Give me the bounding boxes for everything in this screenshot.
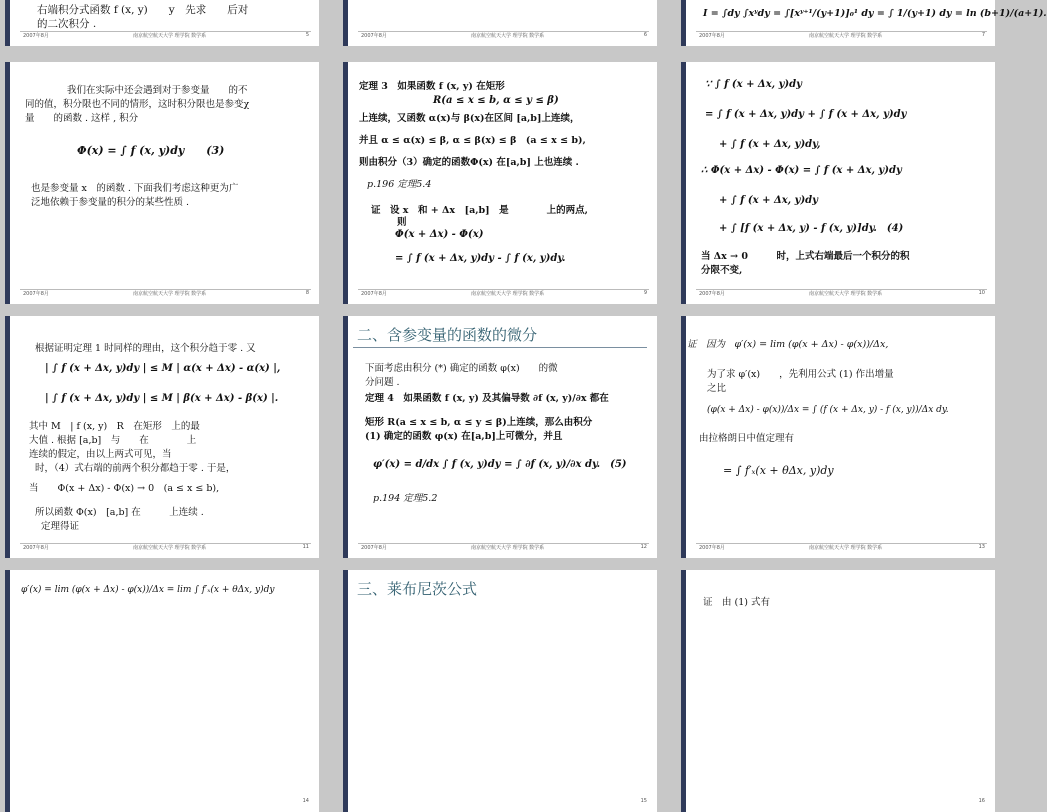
slide-text: 为了求 φ′(x) ，先利用公式 (1) 作出增量 <box>707 369 894 380</box>
slide-formula: I = ∫dy ∫xʸdy = ∫[xʸ⁺¹/(y+1)]₀¹ dy = ∫ 1/(y+1) dy = ln (b+1)/(a+1). <box>703 8 1047 19</box>
page-number: 10 <box>978 290 985 296</box>
slide-formula: | ∫ f (x + Δx, y)dy | ≤ M | α(x + Δx) - α(x) |, <box>45 363 281 374</box>
slide-formula: + ∫ [f (x + Δx, y) - f (x, y)]dy. (4) <box>719 223 904 234</box>
slide-text: 下面考虑由积分 (*) 确定的函数 φ(x) 的微 <box>365 363 558 374</box>
slide-footer <box>361 290 647 299</box>
footer-date: 2007年8月 <box>361 545 387 551</box>
footer-institution: 南京航空航天大学 理学院 数学系 <box>809 33 883 39</box>
slide-stripe <box>681 316 686 558</box>
section-heading: 三、莱布尼茨公式 <box>357 580 478 598</box>
footer-date: 2007年8月 <box>699 545 725 551</box>
footer-institution: 南京航空航天大学 理学院 数学系 <box>809 545 883 551</box>
slide-text: 并且 α ≤ α(x) ≤ β, α ≤ β(x) ≤ β (a ≤ x ≤ b), <box>359 135 586 146</box>
slide-formula: = ∫ f (x + Δx, y)dy - ∫ f (x, y)dy. <box>395 253 566 264</box>
slide-text: 之比 <box>707 383 727 394</box>
slide-text: 由拉格朗日中值定理有 <box>699 433 795 444</box>
slide-text: 的二次积分 . <box>37 18 97 30</box>
slide-text: 证 设 x 和 + Δx [a,b] 是 上的两点, <box>371 205 588 216</box>
page-number: 8 <box>305 290 309 296</box>
slide-page-8 <box>5 62 319 304</box>
slide-text: 时，（4）式右端的前两个积分都趋于零 . 于是， <box>35 463 236 474</box>
slide-formula: ∴ Φ(x + Δx) - Φ(x) = ∫ f (x + Δx, y)dy <box>701 165 902 176</box>
slide-footer <box>361 544 647 553</box>
slide-stripe <box>681 0 686 46</box>
slide-page-7 <box>681 0 1047 46</box>
slide-footer <box>699 32 985 41</box>
page-number: 16 <box>978 798 985 804</box>
slide-stripe <box>681 62 686 304</box>
footer-date: 2007年8月 <box>361 291 387 297</box>
slide-footer <box>699 290 985 299</box>
theorem-heading: 定理 4 如果函数 f (x, y) 及其偏导数 ∂f (x, y)/∂x 都在 <box>365 393 609 404</box>
slide-formula: (φ(x + Δx) - φ(x))/Δx = ∫ (f (x + Δx, y) - f (x, y))/Δx dy. <box>707 405 949 415</box>
slide-text: (1) 确定的函数 φ(x) 在[a,b]上可微分，并且 <box>365 431 563 442</box>
slide-page-6 <box>343 0 657 46</box>
slide-formula: Φ(x + Δx) - Φ(x) <box>395 229 484 240</box>
slide-text: 当 Δx → 0 时，上式右端最后一个积分的积 <box>701 251 910 262</box>
slide-footer <box>361 798 647 807</box>
slide-page-5 <box>5 0 319 46</box>
slide-formula: = ∫ f′ₓ(x + θΔx, y)dy <box>723 464 834 477</box>
slide-stripe <box>681 570 686 812</box>
footer-date: 2007年8月 <box>361 33 387 39</box>
slide-text: 证 因为 φ′(x) = lim (φ(x + Δx) - φ(x))/Δx, <box>687 339 889 350</box>
page-number: 9 <box>643 290 647 296</box>
footer-institution: 南京航空航天大学 理学院 数学系 <box>133 545 207 551</box>
slide-formula: R(a ≤ x ≤ b, α ≤ y ≤ β) <box>433 95 559 106</box>
slide-formula: + ∫ f (x + Δx, y)dy <box>719 195 818 206</box>
slide-text: 同的值，积分限也不同的情形，这时积分限也是参变χ <box>25 99 250 110</box>
slide-stripe <box>343 570 348 812</box>
footer-institution: 南京航空航天大学 理学院 数学系 <box>809 291 883 297</box>
page-number: 12 <box>640 544 647 550</box>
slide-text: 右端积分式函数 f (x, y) y 先求 后对 <box>37 4 249 16</box>
slide-footer <box>23 290 309 299</box>
slide-footer <box>23 32 309 41</box>
slide-formula: | ∫ f (x + Δx, y)dy | ≤ M | β(x + Δx) - β(x) |. <box>45 393 279 404</box>
slide-page-14 <box>5 570 319 812</box>
slide-footer <box>361 32 647 41</box>
page-number: 7 <box>981 32 985 38</box>
slide-page-9 <box>343 62 657 304</box>
reference-note: p.196 定理5.4 <box>367 179 432 190</box>
slide-stripe <box>5 62 10 304</box>
slide-page-11 <box>5 316 319 558</box>
slide-text: 当 Φ(x + Δx) - Φ(x) → 0 (a ≤ x ≤ b), <box>29 483 220 494</box>
heading-underline <box>353 347 647 348</box>
slide-stripe <box>343 0 348 46</box>
slide-stripe <box>343 62 348 304</box>
slide-stripe <box>5 570 10 812</box>
page-number: 6 <box>643 32 647 38</box>
slide-page-15 <box>343 570 657 812</box>
slide-text: 证 由 (1) 式有 <box>703 597 770 608</box>
footer-date: 2007年8月 <box>23 33 49 39</box>
footer-institution: 南京航空航天大学 理学院 数学系 <box>471 33 545 39</box>
footer-institution: 南京航空航天大学 理学院 数学系 <box>133 291 207 297</box>
section-heading: 二、含参变量的函数的微分 <box>357 326 538 344</box>
slide-page-16 <box>681 570 995 812</box>
slide-text: 则由积分（3）确定的函数Φ(x) 在[a,b] 上也连续 . <box>359 157 579 168</box>
slide-text: 定理得证 <box>41 521 80 532</box>
footer-institution: 南京航空航天大学 理学院 数学系 <box>471 291 545 297</box>
slide-text: 上连续，又函数 α(x)与 β(x)在区间 [a,b]上连续， <box>359 113 580 124</box>
page-number: 5 <box>305 32 309 38</box>
footer-date: 2007年8月 <box>23 291 49 297</box>
slide-formula: ∵ ∫ f (x + Δx, y)dy <box>705 79 802 90</box>
footer-date: 2007年8月 <box>699 291 725 297</box>
slide-text: 则 <box>397 217 407 228</box>
page-number: 14 <box>302 798 309 804</box>
slide-formula: φ′(x) = lim (φ(x + Δx) - φ(x))/Δx = lim ∫ f′ₓ(x + θΔx, y)dy <box>21 585 275 595</box>
slide-page-12 <box>343 316 657 558</box>
slide-text: 分问题 . <box>365 377 400 388</box>
slide-text: 分限不变, <box>701 265 743 276</box>
footer-date: 2007年8月 <box>699 33 725 39</box>
slide-text: 泛地依赖于参变量的积分的某些性质 . <box>31 197 190 208</box>
slide-footer <box>23 544 309 553</box>
slide-text: 根据证明定理 1 时同样的理由，这个积分趋于零 . 又 <box>35 343 256 354</box>
slide-stripe <box>5 316 10 558</box>
slide-formula: Φ(x) = ∫ f (x, y)dy (3) <box>77 144 225 157</box>
slide-text: 也是参变量 x 的函数 . 下面我们考虑这种更为广 <box>31 183 239 194</box>
slide-text: 大值 . 根据 [a,b] 与 在 上 <box>29 435 197 446</box>
slide-text: 量 的函数 . 这样 , 积分 <box>25 113 139 124</box>
slide-text: 连续的假定，由以上两式可见，当 <box>29 449 172 460</box>
page-number: 13 <box>978 544 985 550</box>
slide-stripe <box>343 316 348 558</box>
footer-date: 2007年8月 <box>23 545 49 551</box>
theorem-heading: 定理 3 如果函数 f (x, y) 在矩形 <box>359 81 505 92</box>
slide-text: 我们在实际中还会遇到对于参变量 的不 <box>67 85 248 96</box>
reference-note: p.194 定理5.2 <box>373 493 438 504</box>
page-number: 15 <box>640 798 647 804</box>
slide-stripe <box>5 0 10 46</box>
slide-formula: + ∫ f (x + Δx, y)dy, <box>719 139 821 150</box>
footer-institution: 南京航空航天大学 理学院 数学系 <box>133 33 207 39</box>
slide-formula: = ∫ f (x + Δx, y)dy + ∫ f (x + Δx, y)dy <box>705 109 907 120</box>
slide-text: 所以函数 Φ(x) [a,b] 在 上连续 . <box>35 507 204 518</box>
slide-text: 其中 M | f (x, y) R 在矩形 上的最 <box>29 421 200 432</box>
footer-institution: 南京航空航天大学 理学院 数学系 <box>471 545 545 551</box>
slide-footer <box>699 544 985 553</box>
slide-footer <box>23 798 309 807</box>
page-number: 11 <box>302 544 309 550</box>
slide-footer <box>699 798 985 807</box>
slide-page-10 <box>681 62 995 304</box>
slide-formula: φ′(x) = d/dx ∫ f (x, y)dy = ∫ ∂f (x, y)/∂x dy. (5) <box>373 459 627 470</box>
slide-page-13 <box>681 316 995 558</box>
slide-text: 矩形 R(a ≤ x ≤ b, α ≤ y ≤ β)上连续，那么由积分 <box>365 417 593 428</box>
